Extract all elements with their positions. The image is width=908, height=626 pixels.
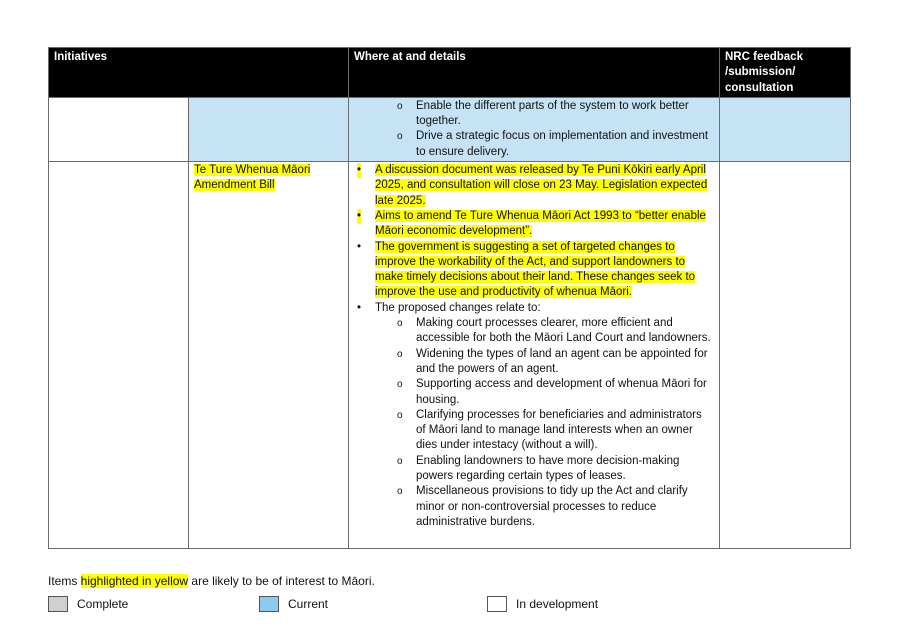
legend-in-development: In development	[487, 596, 598, 612]
legend-note: Items highlighted in yellow are likely to be of interest to Māori.	[48, 574, 375, 588]
list-item: o Enabling landowners to have more decision-making powers regarding certain types of leases.	[397, 454, 680, 483]
circle-bullet-icon: o	[397, 486, 403, 498]
list-item: o Widening the types of land an agent can be appointed for and the powers of an agent.	[397, 347, 708, 375]
cell-feedback	[720, 162, 851, 549]
header-details: Where at and details	[349, 48, 720, 98]
list-item: o Enable the different parts of the system to work better together.	[397, 99, 689, 128]
list-item: o Clarifying processes for beneficiaries and administrators of Māori land to manage land interests when an owner dies under intestacy (without a will).	[397, 408, 702, 452]
cell-initiative	[189, 97, 349, 161]
legend-swatch-in-development	[487, 596, 507, 612]
circle-bullet-icon: o	[397, 379, 403, 391]
legend-swatch-current	[259, 596, 279, 612]
list-item: o Making court processes clearer, more efficient and accessible for both the Māori Land Court and landowners.	[397, 317, 711, 345]
legend-complete: Complete	[48, 596, 128, 612]
cell-empty	[49, 162, 189, 549]
list-item: • Aims to amend Te Ture Whenua Māori Act 1993 to “better enable Māori economic development”.	[357, 209, 706, 238]
bullet-list	[354, 163, 714, 530]
initiatives-table	[48, 47, 851, 549]
cell-initiative	[189, 162, 349, 549]
legend-highlight: highlighted in yellow	[80, 574, 189, 588]
bullet-icon: •	[357, 301, 362, 314]
table-row	[49, 162, 851, 549]
circle-bullet-icon: o	[397, 131, 403, 143]
initiative-title: Te Ture Whenua Māori Amendment Bill	[194, 164, 311, 192]
list-item: • A discussion document was released by Te Puni Kōkiri early April 2025, and consultation will close on 23 May. Legislation expected late 2025.	[357, 164, 708, 207]
cell-feedback	[720, 97, 851, 161]
circle-bullet-icon: o	[397, 318, 403, 330]
list-item: o Supporting access and development of whenua Māori for housing.	[397, 378, 707, 406]
bullet-icon: •	[357, 240, 362, 253]
circle-bullet-icon: o	[397, 348, 403, 360]
list-item: • The proposed changes relate to:	[354, 301, 714, 316]
list-item: o Drive a strategic focus on implementation and investment to ensure delivery.	[397, 130, 709, 158]
circle-bullet-icon: o	[397, 455, 403, 467]
table-row	[49, 97, 851, 161]
bullet-icon: •	[357, 163, 361, 178]
bullet-icon: •	[357, 209, 361, 224]
table-header-row	[49, 48, 851, 98]
circle-bullet-icon: o	[397, 409, 403, 421]
cell-empty	[49, 97, 189, 161]
cell-details	[349, 97, 720, 161]
legend-swatch-complete	[48, 596, 68, 612]
cell-details	[349, 162, 720, 549]
sub-list	[354, 99, 714, 160]
legend-current: Current	[259, 596, 328, 612]
header-initiatives: Initiatives	[49, 48, 349, 98]
list-item: • The government is suggesting a set of targeted changes to improve the workability of the Act, and support landowners to make timely decisions about their land. These changes seek to improve the use and productivity of whenua Māori.	[357, 240, 696, 299]
header-nrc-feedback: NRC feedback /submission/ consultation	[720, 48, 851, 98]
list-item: o Miscellaneous provisions to tidy up the Act and clarify minor or non-controversial processes to reduce administrative burdens.	[397, 485, 688, 528]
circle-bullet-icon: o	[397, 100, 403, 112]
